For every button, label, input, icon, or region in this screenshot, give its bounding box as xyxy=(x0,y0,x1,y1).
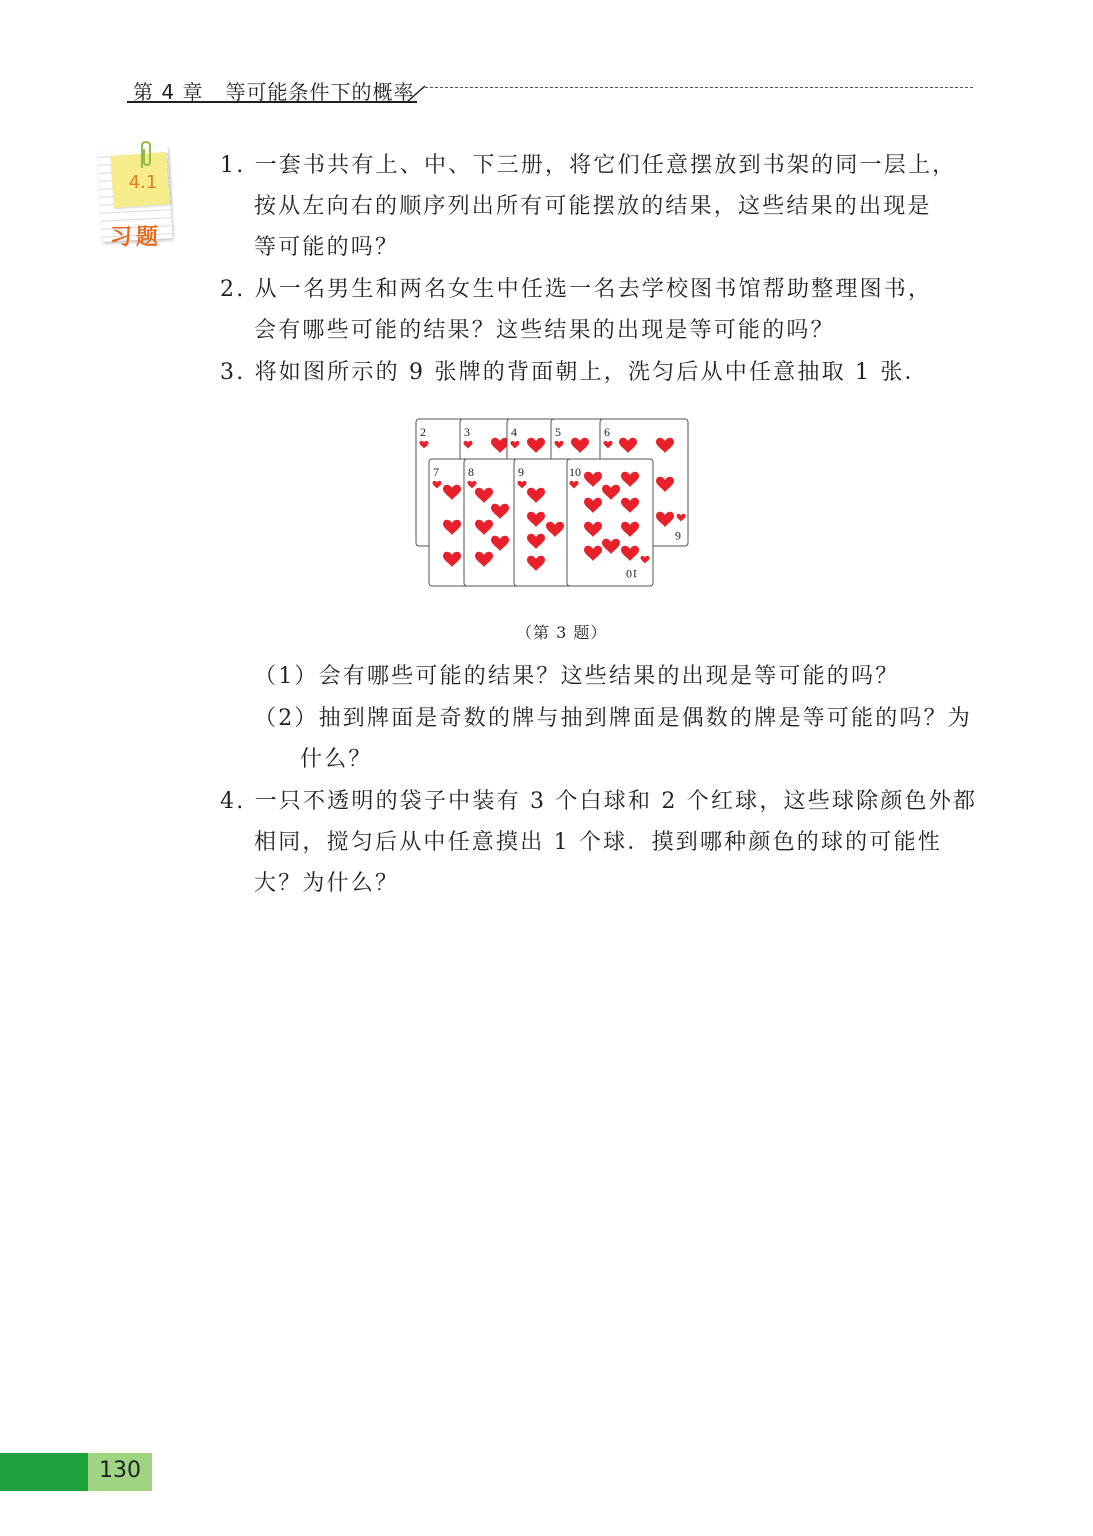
problem-1-line-2: 按从左向右的顺序列出所有可能摆放的结果，这些结果的出现是 xyxy=(254,194,932,219)
problem-1-line-3: 等可能的吗？ xyxy=(254,235,400,260)
chapter-title: 第 4 章 等可能条件下的概率 xyxy=(133,80,415,104)
problem-4-line-3: 大？为什么？ xyxy=(254,871,400,896)
card-7-rank: 7 xyxy=(433,465,439,479)
problem-3-sub-2-line-1: （2）抽到牌面是奇数的牌与抽到牌面是偶数的牌是等可能的吗？为 xyxy=(254,706,972,731)
problem-3-sub-1: （1）会有哪些可能的结果？这些结果的出现是等可能的吗？ xyxy=(254,664,900,689)
figure-caption: （第 3 题） xyxy=(516,623,608,642)
exercise-label: 习题 xyxy=(109,225,162,250)
card-2-rank: 2 xyxy=(420,425,426,439)
card-3-rank: 3 xyxy=(464,425,470,439)
card-10-rank-inverted: 10 xyxy=(626,567,638,581)
card-10-rank: 10 xyxy=(569,465,581,479)
card-10 xyxy=(567,459,653,586)
header-dashed-line xyxy=(425,87,973,88)
exercise-badge xyxy=(94,140,176,252)
paperclip-icon xyxy=(136,140,156,170)
page-number: 130 xyxy=(99,1458,141,1483)
header-divider xyxy=(405,80,429,104)
problem-4-line-2: 相同，搅匀后从中任意摸出 1 个球．摸到哪种颜色的球的可能性 xyxy=(254,830,942,855)
problem-2-line-2: 会有哪些可能的结果？这些结果的出现是等可能的吗？ xyxy=(254,318,835,343)
problem-2-line-1: 2. 从一名男生和两名女生中任选一名去学校图书馆帮助整理图书， xyxy=(220,277,933,302)
section-number: 4.1 xyxy=(128,172,158,193)
card-6-rank-inverted: 6 xyxy=(675,529,681,543)
problem-4-line-1: 4. 一只不透明的袋子中装有 3 个白球和 2 个红球，这些球除颜色外都 xyxy=(220,789,978,814)
problem-3-line-1: 3. 将如图所示的 9 张牌的背面朝上，洗匀后从中任意抽取 1 张． xyxy=(220,360,929,385)
card-4-rank: 4 xyxy=(511,425,517,439)
card-9-rank: 9 xyxy=(518,465,524,479)
problem-1-line-1: 1. 一套书共有上、中、下三册，将它们任意摆放到书架的同一层上， xyxy=(220,153,957,178)
problem-3-sub-2-line-2: 什么？ xyxy=(300,747,373,772)
card-8-rank: 8 xyxy=(468,465,474,479)
card-6-rank: 6 xyxy=(604,425,610,439)
playing-cards-figure xyxy=(410,414,692,592)
page-tab xyxy=(0,1453,88,1491)
card-5-rank: 5 xyxy=(555,425,561,439)
